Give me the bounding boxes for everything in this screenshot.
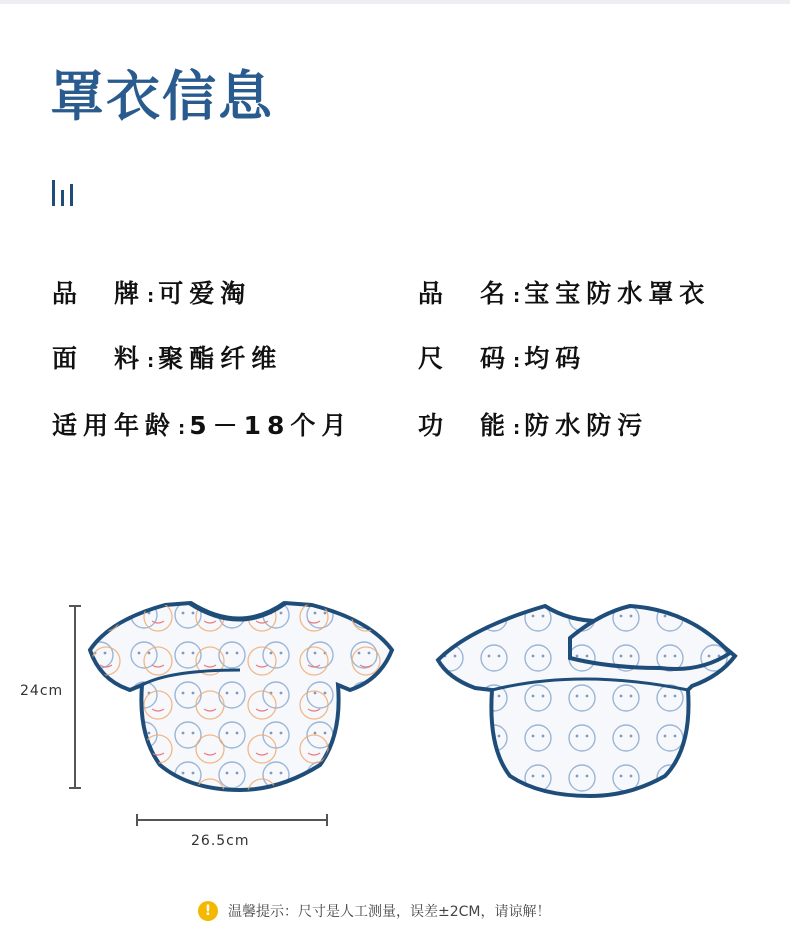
spec-value: 防水防污 <box>524 411 649 440</box>
spec-colon: : <box>513 418 521 439</box>
spec-value: 宝宝防水罩衣 <box>524 279 711 308</box>
tip-text: 温馨提示：尺寸是人工测量，误差±2CM，请谅解！ <box>228 904 551 920</box>
spec-colon: : <box>147 286 155 307</box>
bib-back-image <box>430 598 745 798</box>
spec-function <box>418 410 648 445</box>
section-marker-icon <box>52 180 76 206</box>
spec-value: 5－18个月 <box>189 411 353 440</box>
spec-brand <box>52 278 251 313</box>
page-title: 罩衣信息 <box>50 65 274 128</box>
spec-colon: : <box>513 286 521 307</box>
spec-label: 品 名 <box>418 279 512 308</box>
spec-label: 面 料 <box>52 344 146 373</box>
spec-value: 可爱淘 <box>158 279 252 308</box>
spec-size <box>418 343 586 378</box>
warning-icon: ! <box>198 901 218 921</box>
spec-colon: : <box>147 351 155 372</box>
spec-label: 适用年龄 <box>52 411 177 440</box>
spec-value: 聚酯纤维 <box>158 344 283 373</box>
spec-product-name <box>418 278 710 313</box>
spec-colon: : <box>178 418 186 439</box>
height-dimension-line <box>74 605 76 789</box>
spec-age <box>52 410 352 445</box>
measurement-tip <box>198 899 551 923</box>
width-label: 26.5cm <box>191 833 250 849</box>
spec-value: 均码 <box>524 344 587 373</box>
spec-label: 功 能 <box>418 411 512 440</box>
top-divider <box>0 0 790 4</box>
width-dimension-line <box>136 819 328 821</box>
bib-front-image <box>80 595 400 795</box>
spec-material <box>52 343 282 378</box>
height-label: 24cm <box>20 683 64 699</box>
spec-label: 品 牌 <box>52 279 146 308</box>
spec-label: 尺 码 <box>418 344 512 373</box>
spec-colon: : <box>513 351 521 372</box>
